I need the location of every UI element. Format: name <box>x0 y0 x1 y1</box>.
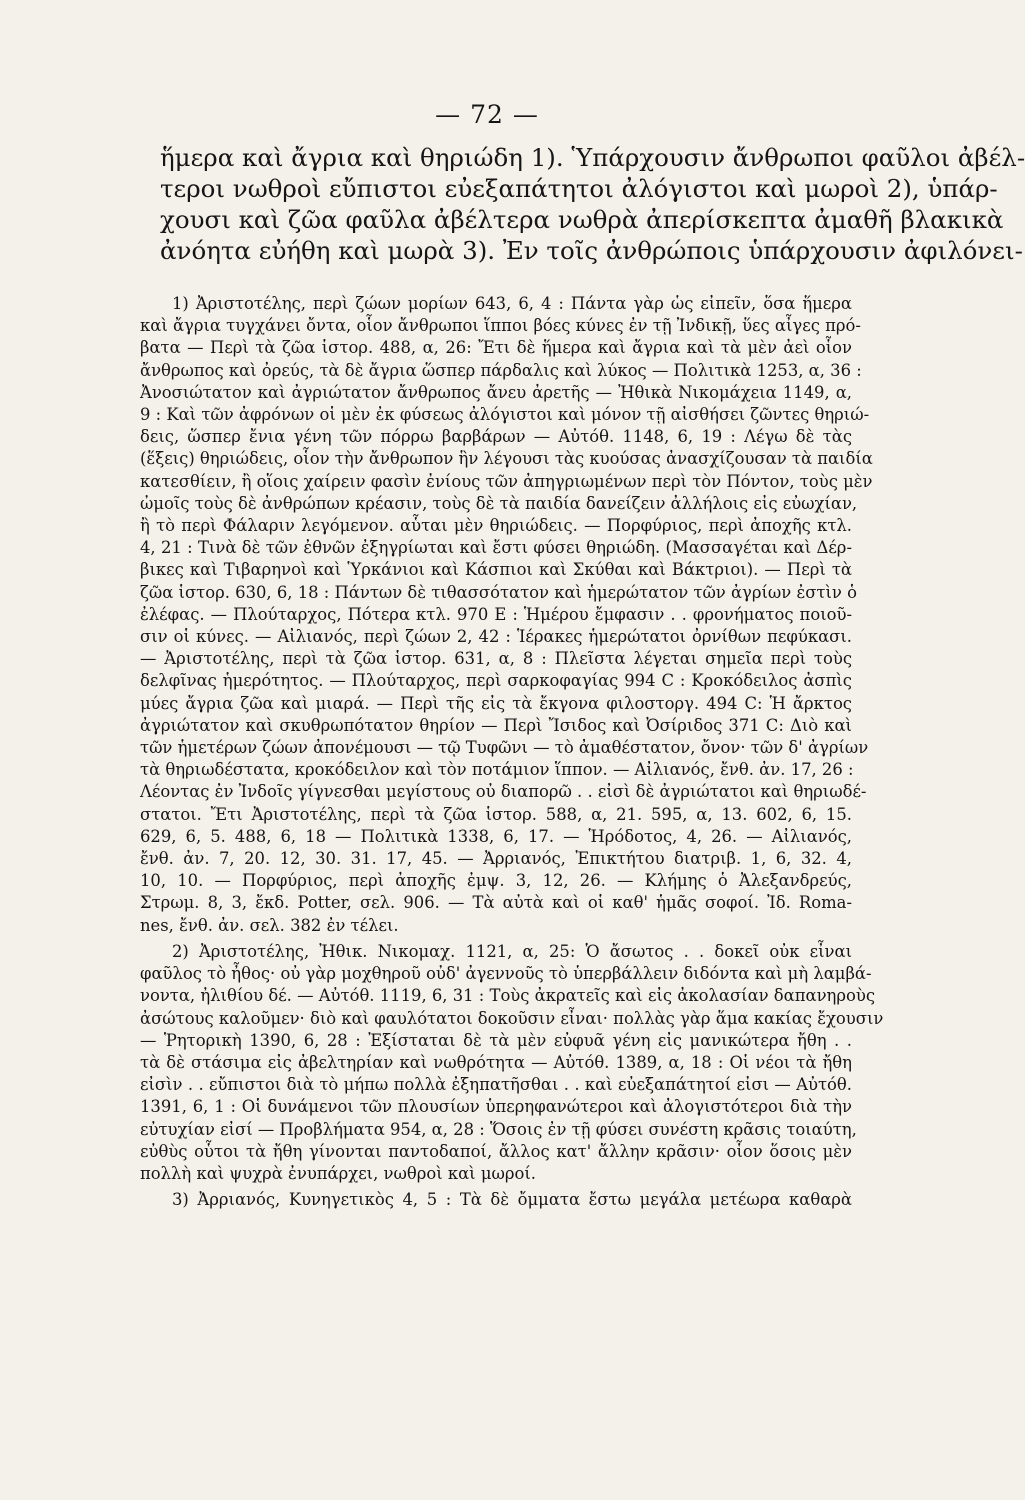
footnote-line: 2) Ἀριστοτέλης, Ἠθικ. Νικομαχ. 1121, α, 25: Ὁ ἄσωτος . . δοκεῖ οὐκ εἶναι <box>172 941 852 961</box>
footnote-line: πολλὴ καὶ ψυχρὰ ἐνυπάρχει, νωθροὶ καὶ μωροί. <box>140 1163 536 1183</box>
footnote-line: βατα — Περὶ τὰ ζῶα ἱστορ. 488, α, 26: Ἔτι δὲ ἥμερα καὶ ἄγρια καὶ τὰ μὲν ἀεὶ οἷον <box>140 338 852 358</box>
footnote-1 <box>140 293 873 937</box>
footnote-line: 1) Ἀριστοτέλης, περὶ ζώων μορίων 643, 6, 4 : Πάντα γὰρ ὡς εἰπεῖν, ὅσα ἥμερα <box>172 294 852 313</box>
main-text-line: τεροι νωθροὶ εὔπιστοι εὐεξαπάτητοι ἀλόγιστοι καὶ μωροὶ 2), ὑπάρ- <box>160 174 998 203</box>
footnote-line: 10, 10. — Πορφύριος, περὶ ἀποχῆς ἐμψ. 3, 12, 26. — Κλήμης ὁ Ἀλεξανδρεύς, <box>140 871 852 891</box>
footnote-line: 4, 21 : Τινὰ δὲ τῶν ἐθνῶν ἐξηγρίωται καὶ ἔστι φύσει θηριώδη. (Μασσαγέται καὶ Δέρ- <box>140 538 852 558</box>
footnote-line: δελφῖνας ἡμερότητος. — Πλούταρχος, περὶ σαρκοφαγίας 994 C : Κροκόδειλος ἀσπὶς <box>140 671 852 691</box>
footnote-line: nes, ἔνθ. ἀν. σελ. 382 ἐν τέλει. <box>140 915 399 935</box>
footnote-line: βικες καὶ Τιβαρηνοὶ καὶ Ὑρκάνιοι καὶ Κάσπιοι καὶ Σκύθαι καὶ Βάκτριοι). — Περὶ τὰ <box>140 560 852 580</box>
footnote-line: δεις, ὥσπερ ἔνια γένη τῶν πόρρω βαρβάρων — Αὐτόθ. 1148, 6, 19 : Λέγω δὲ τὰς <box>140 427 852 447</box>
footnote-3 <box>140 1189 852 1211</box>
footnote-line: ἔνθ. ἀν. 7, 20. 12, 30. 31. 17, 45. — Ἀρριανός, Ἐπικτήτου διατριβ. 1, 6, 32. 4, <box>140 849 852 869</box>
footnote-line: ὠμοῖς τοὺς δὲ ἀνθρώπων κρέασιν, τοὺς δὲ τὰ παιδία δανείζειν ἀλλήλοις εἰς εὐωχίαν, <box>140 493 858 513</box>
footnote-line: 9 : Καὶ τῶν ἀφρόνων οἱ μὲν ἐκ φύσεως ἀλόγιστοι καὶ μόνον τῇ αἰσθήσει ζῶντες θηριώ- <box>140 405 870 425</box>
footnote-line: (ἕξεις) θηριώδεις, οἷον τὴν ἄνθρωπον ἣν λέγουσι τὰς κυούσας ἀνασχίζουσαν τὰ παιδία <box>140 449 873 469</box>
footnote-line: ἀσώτους καλοῦμεν· διὸ καὶ φαυλότατοι δοκοῦσιν εἶναι· πολλὰς γὰρ ἅμα κακίας ἔχουσιν <box>140 1008 884 1028</box>
footnote-line: ἄνθρωπος καὶ ὀρεύς, τὰ δὲ ἄγρια ὥσπερ πάρδαλις καὶ λύκος — Πολιτικὰ 1253, α, 36 : <box>140 360 862 380</box>
footnotes <box>140 293 884 1211</box>
footnote-line: κατεσθίειν, ἢ οἵοις χαίρειν φασὶν ἐνίους τῶν ἀπηγριωμένων περὶ τὸν Πόντον, τοὺς μὲν <box>140 471 873 491</box>
footnote-line: — Ῥητορικὴ 1390, 6, 28 : Ἐξίσταται δὲ τὰ μὲν εὐφυᾶ γένη εἰς μανικώτερα ἤθη . . <box>140 1030 852 1050</box>
main-text-line: ἥμερα καὶ ἄγρια καὶ θηριώδη 1). Ὑπάρχουσιν ἄνθρωποι φαῦλοι ἀβέλ- <box>160 143 1025 172</box>
footnote-line: 3) Ἀρριανός, Κυνηγετικὸς 4, 5 : Τὰ δὲ ὄμματα ἔστω μεγάλα μετέωρα καθαρὰ <box>172 1190 852 1210</box>
footnote-line: Λέοντας ἐν Ἰνδοῖς γίγνεσθαι μεγίστους οὐ διαπορῶ . . εἰσὶ δὲ ἀγριώτατοι καὶ θηριωδέ- <box>140 782 867 802</box>
footnote-line: στατοι. Ἔτι Ἀριστοτέλης, περὶ τὰ ζῶα ἱστορ. 588, α, 21. 595, α, 13. 602, 6, 15. <box>140 804 852 824</box>
footnote-line: τῶν ἡμετέρων ζώων ἀπονέμουσι — τῷ Τυφῶνι — τὸ ἀμαθέστατον, ὄνον· τῶν δ' ἀγρίων <box>140 738 869 758</box>
footnote-line: καὶ ἄγρια τυγχάνει ὄντα, οἷον ἄνθρωποι ἵπποι βόες κύνες ἐν τῇ Ἰνδικῇ, ὕες αἶγες πρό- <box>140 316 861 336</box>
footnote-line: τὰ θηριωδέστατα, κροκόδειλον καὶ τὸν ποτάμιον ἵππον. — Αἰλιανός, ἔνθ. ἀν. 17, 26 : <box>140 760 854 780</box>
main-text-line: χουσι καὶ ζῶα φαῦλα ἀβέλτερα νωθρὰ ἀπερίσκεπτα ἀμαθῆ βλακικὰ <box>160 205 1004 234</box>
footnote-line: ἢ τὸ περὶ Φάλαριν λεγόμενον. αὗται μὲν θηριώδεις. — Πορφύριος, περὶ ἀποχῆς κτλ. <box>140 516 852 536</box>
main-text <box>160 142 1025 266</box>
footnote-line: εὐθὺς οὗτοι τὰ ἤθη γίνονται παντοδαποί, ἄλλος κατ' ἄλλην κρᾶσιν· οἷον ὅσοις μὲν <box>140 1141 852 1161</box>
footnote-2 <box>140 941 884 1185</box>
footnote-line: ἀγριώτατον καὶ σκυθρωπότατον θηρίον — Περὶ Ἴσιδος καὶ Ὀσίριδος 371 C: Διὸ καὶ <box>140 715 852 735</box>
footnote-line: 1391, 6, 1 : Οἱ δυνάμενοι τῶν πλουσίων ὑπερηφανώτεροι καὶ ἀλογιστότεροι διὰ τὴν <box>140 1097 852 1117</box>
footnote-line: εὐτυχίαν εἰσί — Προβλήματα 954, α, 28 : Ὅσοις ἐν τῇ φύσει συνέστη κρᾶσις τοιαύτη, <box>140 1119 857 1139</box>
footnote-line: ζῶα ἱστορ. 630, 6, 18 : Πάντων δὲ τιθασσότατον καὶ ἡμερώτατον τῶν ἀγρίων ἐστὶν ὁ <box>140 582 857 602</box>
footnote-line: ἐλέφας. — Πλούταρχος, Πότερα κτλ. 970 Ε : Ἡμέρου ἔμφασιν . . φρονήματος ποιοῦ- <box>140 604 852 624</box>
page-number: — 72 — <box>435 100 539 129</box>
footnote-line: φαῦλος τὸ ἦθος· οὐ γὰρ μοχθηροῦ οὐδ' ἀγεννοῦς τὸ ὑπερβάλλειν διδόντα καὶ μὴ λαμβά- <box>140 964 872 984</box>
footnote-line: Στρωμ. 8, 3, ἔκδ. Potter, σελ. 906. — Τὰ αὐτὰ καὶ οἱ καθ' ἡμᾶς σοφοί. Ἰδ. Roma- <box>140 893 852 913</box>
footnote-line: τὰ δὲ στάσιμα εἰς ἀβελτηρίαν καὶ νωθρότητα — Αὐτόθ. 1389, α, 18 : Οἱ νέοι τὰ ἤθη <box>140 1052 852 1072</box>
footnote-line: Ἀνοσιώτατον καὶ ἀγριώτατον ἄνθρωπος ἄνευ ἀρετῆς — Ἠθικὰ Νικομάχεια 1149, α, <box>140 382 852 402</box>
footnote-line: εἰσὶν . . εὔπιστοι διὰ τὸ μήπω πολλὰ ἐξηπατῆσθαι . . καὶ εὐεξαπάτητοί εἰσι — Αὐτόθ. <box>140 1075 852 1095</box>
footnote-line: — Ἀριστοτέλης, περὶ τὰ ζῶα ἱστορ. 631, α, 8 : Πλεῖστα λέγεται σημεῖα περὶ τοὺς <box>140 649 852 669</box>
footnote-line: νοντα, ἠλιθίου δέ. — Αὐτόθ. 1119, 6, 31 : Τοὺς ἀκρατεῖς καὶ εἰς ἀκολασίαν δαπανηροὺς <box>140 986 876 1006</box>
footnote-line: σιν οἱ κύνες. — Αἰλιανός, περὶ ζώων 2, 42 : Ἱέρακες ἡμερώτατοι ὀρνίθων πεφύκασι. <box>140 627 852 647</box>
footnote-line: 629, 6, 5. 488, 6, 18 — Πολιτικὰ 1338, 6, 17. — Ἡρόδοτος, 4, 26. — Αἰλιανός, <box>140 826 852 846</box>
main-text-line: ἀνόητα εὐήθη καὶ μωρὰ 3). Ἐν τοῖς ἀνθρώποις ὑπάρχουσιν ἀφιλόνει- <box>160 236 1023 265</box>
footnote-line: μύες ἄγρια ζῶα καὶ μιαρά. — Περὶ τῆς εἰς τὰ ἔκγονα φιλοστοργ. 494 C: Ἡ ἄρκτος <box>140 693 852 713</box>
